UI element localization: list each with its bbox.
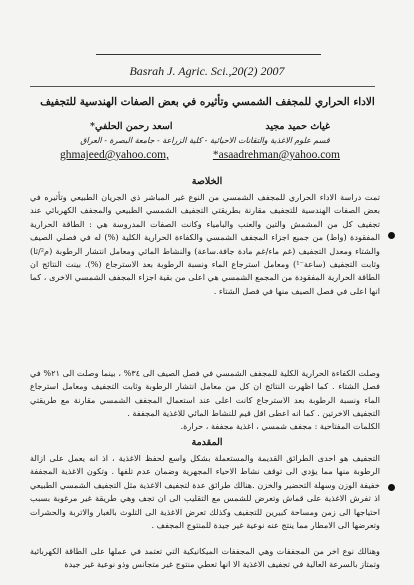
author-list [90, 121, 330, 132]
introduction-paragraph-1: التجفيف هو احدى الطرائق القديمة والمستعملة بشكل واسع لحفظ الاغذية ، اذ انه يعمل على ازالة الرطوبة منها مما يؤدي الى توقف نشاط الاحياء المجهرية وضمان عدم تلفها . وتكون الاغذية المجففة خفيفة الوزن وسهلة التحضير والخزن .هنالك طرائق عدة لتجفيف الاغذية مثل التجفيف الشمسي الطبيعي اذ تفرش الاغذية على قماش وتعرض للشمس مع التقليب الى ان تجف وهي طريقة غير مرغوبة بسبب احتياجها الى زمن ومساحة كبيرين للتجفيف وكذلك تعرض الاغذية الى التلوث بالغبار والاتربة والحشرات وتعرضها الى الامطار مما ينتج عنه نوعية غير جيدة للمنتوج المجفف . [30, 453, 380, 531]
author-2: اسعد رحمن الحلفي* [90, 121, 173, 132]
abstract-heading: الخلاصة [191, 176, 223, 187]
binder-hole-mark-top [388, 232, 395, 239]
author-emails [60, 149, 340, 161]
abstract-paragraph-1: تمت دراسة الاداء الحراري للمجفف الشمسي من النوع غير المباشر ذي الجريان الطبيعي وتأثيره في بعض الصفات الهندسية للتجفيف مقارنة بطريقتي التجفيف الشمسي الطبيعي والمجفف الكهربائي عند تجفيف كل من المشمش والتين والعنب والبامياء وكانت الصفات المدروسة هي : الطاقة الحرارية المفقودة (واط) من جميع اجزاء المجفف الشمسي والكفاءة الحرارية الكلية (%) له في فصلي الصيف والشتاء ومعدل التجفيف (غم ماء/غم مادة جافة.ساعة) والنشاط المائي ومعامل انتشار الرطوبة (م²/ثا) وثابت التجفيف (ساعة⁻¹) ومعامل استرجاع الماء ونسبة الرطوبة بعد الاسترجاع (%). بينت النتائج ان الطاقة الحرارية المفقودة من المجمع الشمسي هي اعلى من بقية اجزاء المجفف الشمسي الاخرى ، كما انها اعلى في فصل الصيف منها في فصل الشتاء . [30, 192, 380, 296]
author-1: غياث حميد مجيد [265, 121, 330, 132]
keywords-line: الكلمات المفتاحية : مجفف شمسي ، اغذية مجففة ، حرارة. [180, 421, 380, 431]
introduction-paragraph-2: وهنالك نوع اخر من المجففات وهي المجففات الميكانيكية التي تعتمد في عملها على الطاقة الكهربائية وتمتاز بالسرعة العالية في تجفيف الاغذية الا انها تعطي منتوج غير متجانس وذو نوعية غير جيدة [30, 546, 380, 570]
header-divider [30, 86, 375, 87]
binder-hole-mark-bottom [388, 484, 395, 491]
abstract-paragraph-2: وصلت الكفاءة الحرارية الكلية للمجفف الشمسي في فصل الصيف الى ٣٤% ، بينما وصلت الى ٢١% في فصل الشتاء . كما اظهرت النتائج ان كل من معامل انتشار الرطوبة وثابت التجفيف ومعامل استرجاع الماء ونسبة الرطوبة بعد الاسترجاع كانت اعلى عند استعمال المجفف الشمسي مقارنة مع طريقتي التجفيف الاخرتين . كما انه اعطى اقل قيم للنشاط المائي للاغذية المجففة . [30, 368, 380, 419]
author-affiliation: قسم علوم الاغذية والتقانات الاحيائية - كلية الزراعة - جامعة البصرة - العراق [80, 136, 330, 145]
header-top-rule [96, 54, 321, 55]
email-2[interactable]: *asaadrehman@yahoo.com [212, 149, 340, 161]
journal-header: Basrah J. Agric. Sci.,20(2) 2007 [129, 64, 285, 78]
email-1[interactable]: ghmajeed@yahoo.com, [60, 149, 169, 161]
introduction-heading: المقدمة [191, 437, 223, 448]
paper-title: الاداء الحراري للمجفف الشمسي وتأثيره في بعض الصفات الهندسية للتجفيف [40, 96, 375, 108]
